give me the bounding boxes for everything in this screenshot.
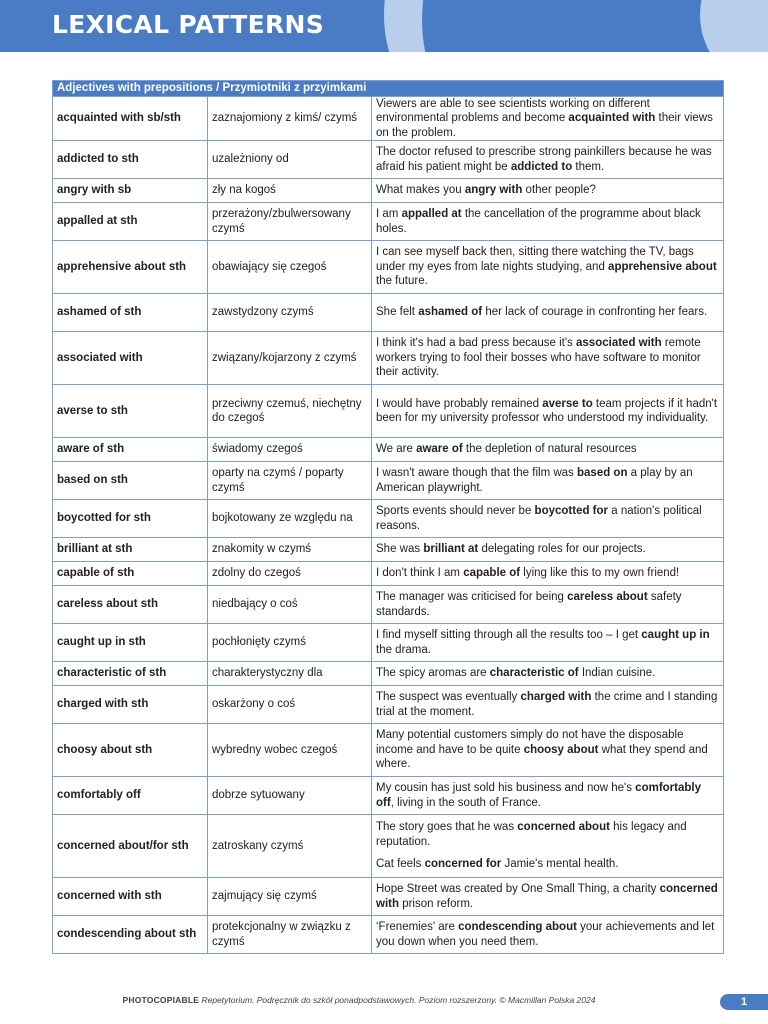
example-sentence [376,728,719,772]
highlight-phrase: condescending about [458,921,577,933]
page-header [0,0,768,52]
example-text: What makes you [376,184,465,197]
example-sentence [376,97,719,141]
example-text: lying like this to my own friend! [520,567,680,580]
term-cell: boycotted for sth [53,500,208,538]
translation-cell: oskarżony o coś [208,686,372,724]
example-text: She felt [376,306,419,319]
example-sentence [376,245,719,289]
example-sentence [376,397,719,426]
translation-cell: obawiający się czegoś [208,241,372,294]
highlight-phrase: caught up in [641,629,710,641]
highlight-phrase: capable of [463,567,521,580]
example-text: the crime and I standing trial at the moment. [376,691,718,718]
example-text: My cousin has just sold his business and now he's [376,782,636,794]
example-text: their views on the problem. [376,112,713,139]
table-row [53,662,724,686]
example-cell [372,686,724,724]
table-row [53,141,724,179]
example-text: Cat feels [376,858,425,871]
header-decor-circle [422,0,742,52]
example-text: The spicy aromas are [376,667,490,680]
highlight-phrase: brilliant at [423,543,479,556]
example-sentence [376,666,719,681]
table-row [53,878,724,916]
translation-cell: pochłonięty czymś [208,624,372,662]
example-cell [372,203,724,241]
example-text: I would have probably remained [376,397,543,410]
table-row [53,624,724,662]
translation-cell: zatroskany czymś [208,815,372,878]
table-row [53,294,724,332]
translation-cell: wybredny wobec czegoś [208,724,372,777]
translation-cell: dobrze sytuowany [208,777,372,815]
example-sentence [376,590,719,619]
example-text: other people? [522,184,596,197]
example-text: She was [376,543,424,556]
table-row [53,385,724,438]
example-text: I wasn't aware though that the film was [376,467,577,479]
table-row [53,438,724,462]
example-sentence [376,442,719,457]
page-number: 1 [720,994,768,1010]
example-text: them. [572,160,605,173]
example-sentence [376,628,719,657]
term-cell: acquainted with sb/sth [53,96,208,141]
example-sentence [376,781,719,810]
table-row [53,179,724,203]
highlight-phrase: ashamed of [418,306,483,319]
table-caption: Adjectives with prepositions / Przymiotniki z przyimkami [53,81,724,97]
term-cell: charged with sth [53,686,208,724]
translation-cell: zawstydzony czymś [208,294,372,332]
term-cell: associated with [53,332,208,385]
term-cell: appalled at sth [53,203,208,241]
highlight-phrase: acquainted with [568,112,656,124]
example-cell [372,586,724,624]
example-text: the cancellation of the programme about black holes. [376,208,701,235]
example-text: what they spend and where. [376,743,708,771]
example-text: , living in the south of France. [390,796,541,809]
translation-cell: protekcjonalny w związku z czymś [208,916,372,954]
example-text: We are [376,443,417,456]
example-text: the depletion of natural resources [462,443,637,456]
example-sentence [376,882,719,911]
highlight-phrase: boycotted for [534,505,609,517]
example-text: The suspect was eventually [376,691,521,703]
term-cell: choosy about sth [53,724,208,777]
translation-cell: bojkotowany ze względu na [208,500,372,538]
example-cell [372,385,724,438]
example-sentence [376,145,719,174]
table-row [53,96,724,141]
translation-cell: znakomity w czymś [208,538,372,562]
term-cell: comfortably off [53,777,208,815]
example-text: his legacy and reputation. [376,821,687,848]
term-cell: addicted to sth [53,141,208,179]
highlight-phrase: choosy about [523,743,599,756]
example-cell [372,777,724,815]
translation-cell: uzależniony od [208,141,372,179]
example-cell [372,500,724,538]
example-sentence [376,183,719,198]
example-text: safety standards. [376,591,682,618]
highlight-phrase: averse to [542,397,593,410]
table-row [53,562,724,586]
example-cell [372,438,724,462]
highlight-phrase: concerned with [376,883,718,910]
example-cell [372,562,724,586]
translation-cell: przeciwny czemuś, niechętny do czegoś [208,385,372,438]
highlight-phrase: aware of [416,443,463,456]
translation-cell: świadomy czegoś [208,438,372,462]
example-cell [372,332,724,385]
example-text: remote workers trying to fool their bosses who have software to monitor their activity. [376,337,701,379]
highlight-phrase: concerned for [424,858,502,871]
example-text: The doctor refused to prescribe strong painkillers because he was afraid his patient might be [376,146,712,173]
highlight-phrase: apprehensive about [608,260,717,273]
example-text: a play by an American playwright. [376,467,693,494]
example-text: I think it's had a bad press because it's [376,337,577,350]
example-text: ‘Frenemies' are [376,921,459,933]
highlight-phrase: comfortably off [376,782,701,809]
term-cell: concerned with sth [53,878,208,916]
example-text: Sports events should never be [376,505,535,517]
term-cell: condescending about sth [53,916,208,954]
example-cell [372,724,724,777]
example-text: team projects if it hadn't been for my university professor who understood my individuality. [376,397,718,424]
example-sentence [376,566,719,581]
footer-text: Repetytorium. Podręcznik do szkół ponadpodstawowych. Poziom rozszerzony. © Macmillan Polska 2024 [201,995,596,1005]
example-cell [372,462,724,500]
table-row [53,586,724,624]
example-text: The manager was criticised for being [376,591,568,603]
table-row [53,724,724,777]
term-cell: aware of sth [53,438,208,462]
highlight-phrase: careless about [567,591,648,603]
term-cell: ashamed of sth [53,294,208,332]
example-sentence [376,466,719,495]
example-cell [372,878,724,916]
term-cell: angry with sb [53,179,208,203]
example-cell [372,538,724,562]
translation-cell: niedbający o coś [208,586,372,624]
highlight-phrase: characteristic of [489,667,579,680]
translation-cell: oparty na czymś / poparty czymś [208,462,372,500]
table-row [53,777,724,815]
example-text: I find myself sitting through all the results too – I get [376,629,642,641]
highlight-phrase: angry with [464,184,523,197]
translation-cell: przerażony/zbulwersowany czymś [208,203,372,241]
example-text: a nation's political reasons. [376,505,702,532]
page-footer [0,995,718,1005]
page-title: LEXICAL PATTERNS [52,10,325,39]
example-text: delegating roles for our projects. [478,543,646,556]
term-cell: capable of sth [53,562,208,586]
vocabulary-table [52,80,724,954]
example-sentence [376,305,719,320]
table-row [53,462,724,500]
example-sentence [376,920,719,949]
table-row [53,332,724,385]
footer-label: PHOTOCOPIABLE [122,995,200,1005]
example-text: I don't think I am [376,567,464,580]
example-cell [372,241,724,294]
table-row [53,686,724,724]
example-cell [372,179,724,203]
example-text: I am [376,208,402,220]
table-row [53,916,724,954]
example-text: Indian cuisine. [578,667,656,680]
highlight-phrase: addicted to [510,160,573,173]
table-row [53,203,724,241]
term-cell: based on sth [53,462,208,500]
example-text: The story goes that he was [376,821,518,834]
example-sentence [376,207,719,236]
example-sentence [376,504,719,533]
term-cell: concerned about/for sth [53,815,208,878]
term-cell: caught up in sth [53,624,208,662]
highlight-phrase: appalled at [401,208,462,220]
term-cell: brilliant at sth [53,538,208,562]
translation-cell: związany/kojarzony z czymś [208,332,372,385]
example-text: the future. [376,275,428,288]
translation-cell: charakterystyczny dla [208,662,372,686]
example-text: prison reform. [399,897,474,910]
example-cell [372,96,724,141]
translation-cell: zaznajomiony z kimś/ czymś [208,96,372,141]
example-text: Jamie's mental health. [501,858,619,871]
example-text: Viewers are able to see scientists working on different environmental problems and become [376,97,650,124]
example-text: I can see myself back then, sitting there watching the TV, bags under my eyes from late nights studying, and [376,246,694,273]
term-cell: averse to sth [53,385,208,438]
translation-cell: zdolny do czegoś [208,562,372,586]
example-cell [372,916,724,954]
highlight-phrase: associated with [576,337,662,350]
example-text: Hope Street was created by One Small Thing, a charity [376,883,660,895]
example-cell [372,294,724,332]
example-text: your achievements and let you down when you need them. [376,921,715,948]
table-row [53,500,724,538]
example-cell [372,662,724,686]
example-sentence [376,857,719,872]
translation-cell: zajmujący się czymś [208,878,372,916]
highlight-phrase: charged with [520,691,592,703]
example-text: her lack of courage in confronting her fears. [482,306,708,319]
term-cell: apprehensive about sth [53,241,208,294]
example-sentence [376,820,719,849]
example-cell [372,815,724,878]
example-sentence [376,690,719,719]
table-row [53,538,724,562]
table-row [53,815,724,878]
example-text: the drama. [376,643,431,656]
highlight-phrase: concerned about [517,821,610,834]
table-row [53,241,724,294]
example-cell [372,141,724,179]
term-cell: characteristic of sth [53,662,208,686]
header-decor-circle [700,0,768,52]
translation-cell: zły na kogoś [208,179,372,203]
example-text: Many potential customers simply do not have the disposable income and have to be quite [376,729,684,756]
term-cell: careless about sth [53,586,208,624]
example-cell [372,624,724,662]
example-sentence [376,542,719,557]
highlight-phrase: based on [577,467,628,479]
example-sentence [376,336,719,380]
